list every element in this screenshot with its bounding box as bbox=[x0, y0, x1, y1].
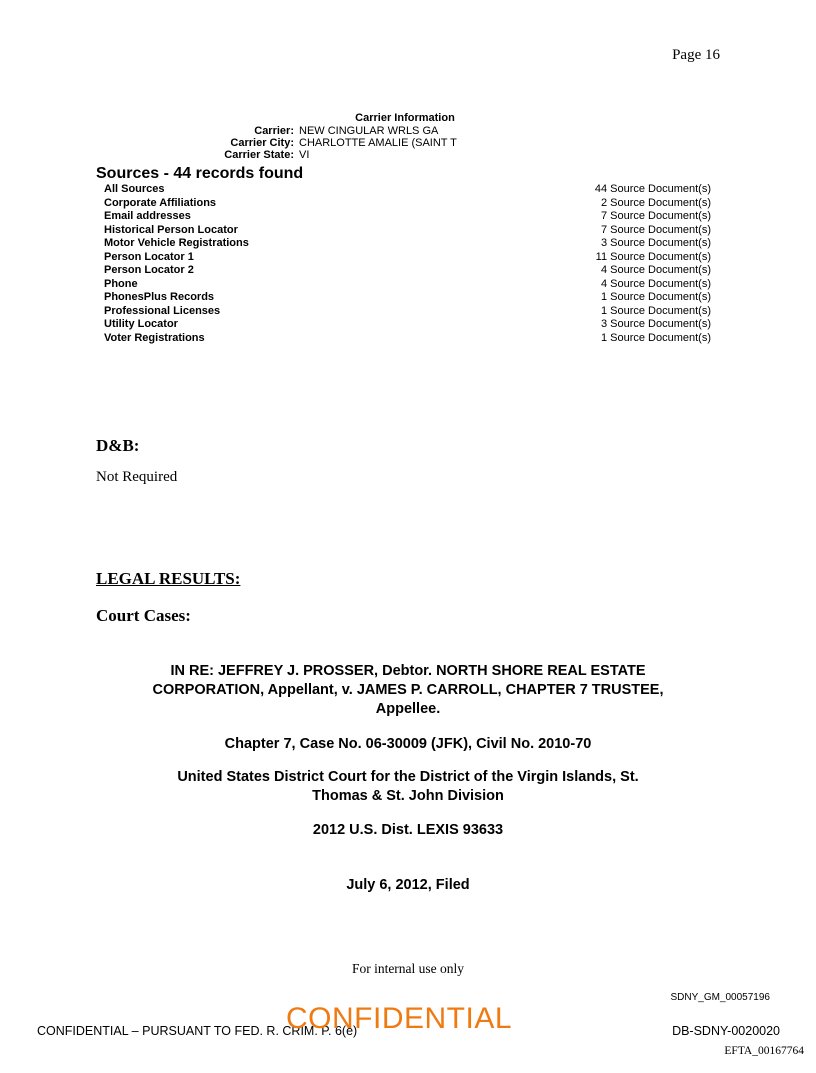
source-name: Person Locator 2 bbox=[104, 264, 194, 276]
list-item bbox=[104, 305, 711, 319]
carrier-state-value: VI bbox=[299, 149, 310, 161]
sources-list bbox=[104, 183, 711, 345]
source-count: 1 Source Document(s) bbox=[600, 304, 711, 317]
source-name: PhonesPlus Records bbox=[104, 291, 215, 303]
db-heading: D&B: bbox=[96, 436, 140, 455]
carrier-information bbox=[96, 112, 526, 161]
legal-results-heading: LEGAL RESULTS: bbox=[96, 569, 241, 588]
carrier-row bbox=[96, 125, 526, 137]
source-count: 2 Source Document(s) bbox=[600, 196, 711, 209]
source-name: Motor Vehicle Registrations bbox=[104, 237, 249, 249]
case-citation: 2012 U.S. Dist. LEXIS 93633 bbox=[312, 822, 504, 838]
carrier-value: NEW CINGULAR WRLS GA bbox=[299, 125, 439, 137]
case-court: United States District Court for the District of the Virgin Islands, St. Thomas & St. John Division bbox=[177, 769, 639, 804]
list-item bbox=[104, 264, 711, 278]
list-item bbox=[104, 183, 711, 197]
source-name: Phone bbox=[104, 277, 138, 290]
list-item bbox=[104, 318, 711, 332]
bates-number-efta: EFTA_00167764 bbox=[724, 1045, 804, 1057]
bates-number-db: DB-SDNY-0020020 bbox=[672, 1024, 780, 1038]
list-item bbox=[104, 197, 711, 211]
db-text: Not Required bbox=[96, 469, 178, 485]
carrier-city-label: Carrier City: bbox=[230, 137, 294, 149]
list-item bbox=[104, 291, 711, 305]
source-count: 44 Source Document(s) bbox=[594, 183, 711, 195]
source-count: 1 Source Document(s) bbox=[600, 291, 711, 303]
list-item bbox=[104, 224, 711, 238]
source-name: Person Locator 1 bbox=[104, 250, 194, 263]
source-count: 7 Source Document(s) bbox=[600, 223, 711, 236]
source-name: Utility Locator bbox=[104, 318, 178, 330]
source-count: 4 Source Document(s) bbox=[600, 277, 711, 290]
source-name: Historical Person Locator bbox=[104, 223, 238, 236]
bates-number-sdny: SDNY_GM_00057196 bbox=[670, 992, 770, 1003]
court-cases-heading: Court Cases: bbox=[96, 606, 191, 625]
list-item bbox=[104, 251, 711, 265]
source-count: 1 Source Document(s) bbox=[600, 331, 711, 344]
list-item bbox=[104, 237, 711, 251]
source-name: Professional Licenses bbox=[104, 304, 221, 317]
list-item bbox=[104, 210, 711, 224]
source-name: Email addresses bbox=[104, 210, 191, 222]
source-name: Voter Registrations bbox=[104, 331, 205, 344]
source-count: 4 Source Document(s) bbox=[600, 264, 711, 276]
carrier-state-label: Carrier State: bbox=[224, 149, 294, 161]
source-count: 11 Source Document(s) bbox=[595, 250, 711, 263]
carrier-label: Carrier: bbox=[254, 125, 294, 137]
case-number: Chapter 7, Case No. 06-30009 (JFK), Civil No. 2010-70 bbox=[224, 736, 592, 752]
source-name: Corporate Affiliations bbox=[104, 196, 217, 209]
carrier-heading: Carrier Information bbox=[355, 112, 455, 124]
carrier-city-value: CHARLOTTE AMALIE (SAINT T bbox=[299, 137, 457, 149]
source-count: 3 Source Document(s) bbox=[600, 237, 711, 249]
case-filed-date: July 6, 2012, Filed bbox=[346, 877, 470, 893]
sources-title: Sources - 44 records found bbox=[96, 165, 304, 182]
source-count: 3 Source Document(s) bbox=[600, 318, 711, 330]
carrier-state-row bbox=[96, 149, 526, 161]
confidential-stamp: CONFIDENTIAL bbox=[286, 1002, 513, 1035]
source-count: 7 Source Document(s) bbox=[600, 210, 711, 222]
page-number: Page 16 bbox=[672, 47, 720, 63]
internal-use-notice: For internal use only bbox=[351, 961, 465, 976]
list-item bbox=[104, 278, 711, 292]
list-item bbox=[104, 332, 711, 346]
case-title: IN RE: JEFFREY J. PROSSER, Debtor. NORTH SHORE REAL ESTATE CORPORATION, Appellant, v. JAMES P. CARROLL, CHAPTER 7 TRUSTEE, Appellee. bbox=[152, 663, 664, 717]
confidential-pursuant-notice: CONFIDENTIAL – PURSUANT TO FED. R. CRIM. P. 6(e) bbox=[37, 1024, 358, 1038]
source-name: All Sources bbox=[104, 183, 165, 195]
carrier-city-row bbox=[96, 137, 526, 149]
